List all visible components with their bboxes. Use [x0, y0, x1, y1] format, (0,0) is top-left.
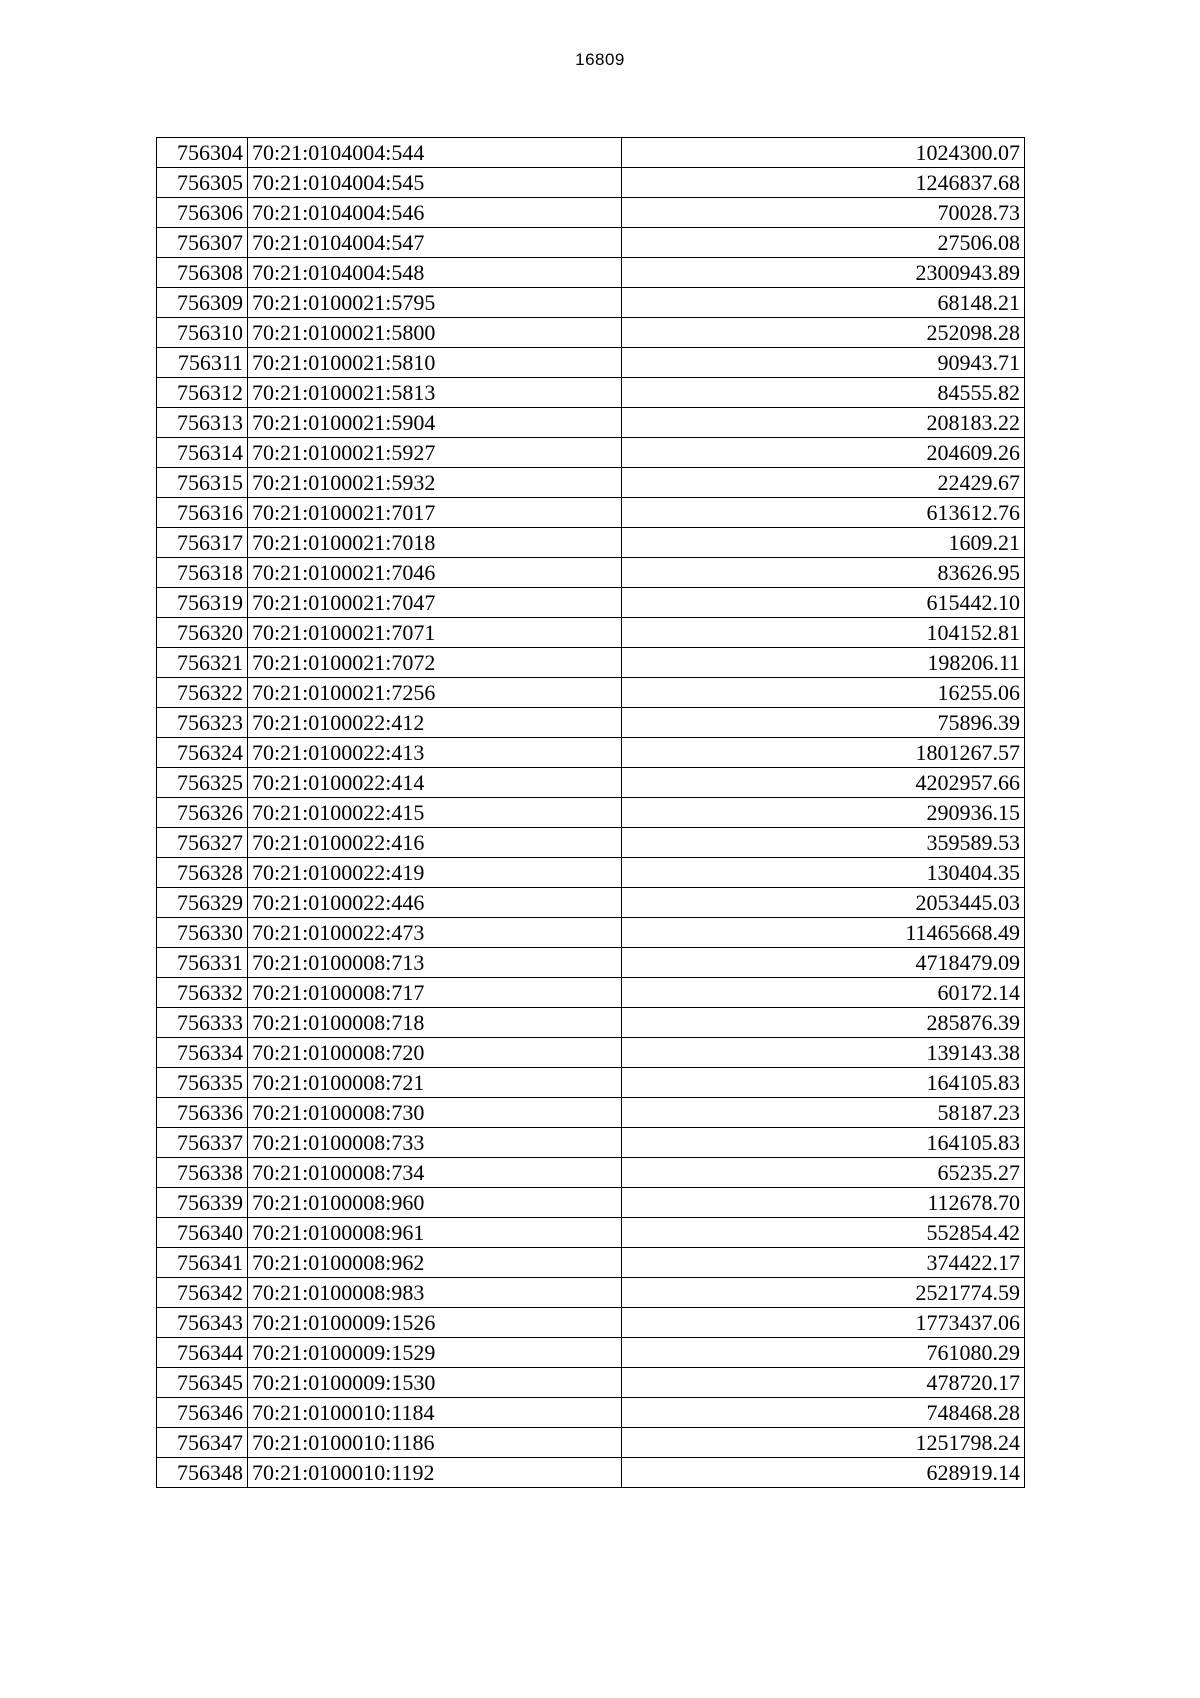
- cadastral-number: 70:21:0100021:5932: [248, 468, 622, 498]
- table-row: [157, 1338, 1025, 1368]
- cadastral-number: 70:21:0100021:7017: [248, 498, 622, 528]
- cadastral-value: 75896.39: [622, 708, 1025, 738]
- cadastral-value: 1246837.68: [622, 168, 1025, 198]
- table-row: [157, 498, 1025, 528]
- cadastral-number: 70:21:0104004:546: [248, 198, 622, 228]
- cadastral-value: 83626.95: [622, 558, 1025, 588]
- cadastral-value: 164105.83: [622, 1128, 1025, 1158]
- cadastral-value: 112678.70: [622, 1188, 1025, 1218]
- cadastral-number: 70:21:0100021:5813: [248, 378, 622, 408]
- cadastral-value: 615442.10: [622, 588, 1025, 618]
- table-row: [157, 1188, 1025, 1218]
- cadastral-value: 65235.27: [622, 1158, 1025, 1188]
- row-number: 756321: [157, 648, 248, 678]
- row-number: 756341: [157, 1248, 248, 1278]
- table-row: [157, 1248, 1025, 1278]
- row-number: 756332: [157, 978, 248, 1008]
- row-number: 756327: [157, 828, 248, 858]
- cadastral-value: 290936.15: [622, 798, 1025, 828]
- cadastral-number: 70:21:0100008:960: [248, 1188, 622, 1218]
- row-number: 756348: [157, 1458, 248, 1488]
- cadastral-number: 70:21:0100021:5795: [248, 288, 622, 318]
- cadastral-value: 628919.14: [622, 1458, 1025, 1488]
- table-row: [157, 1308, 1025, 1338]
- row-number: 756343: [157, 1308, 248, 1338]
- row-number: 756334: [157, 1038, 248, 1068]
- table-row: [157, 378, 1025, 408]
- row-number: 756312: [157, 378, 248, 408]
- cadastral-number: 70:21:0100008:720: [248, 1038, 622, 1068]
- row-number: 756308: [157, 258, 248, 288]
- cadastral-number: 70:21:0100008:733: [248, 1128, 622, 1158]
- row-number: 756330: [157, 918, 248, 948]
- cadastral-number: 70:21:0100021:7018: [248, 528, 622, 558]
- row-number: 756318: [157, 558, 248, 588]
- table-row: [157, 1128, 1025, 1158]
- cadastral-number: 70:21:0100021:5800: [248, 318, 622, 348]
- row-number: 756309: [157, 288, 248, 318]
- row-number: 756316: [157, 498, 248, 528]
- table-row: [157, 138, 1025, 168]
- table-row: [157, 1038, 1025, 1068]
- cadastral-number: 70:21:0100022:446: [248, 888, 622, 918]
- row-number: 756320: [157, 618, 248, 648]
- cadastral-value: 552854.42: [622, 1218, 1025, 1248]
- cadastral-number: 70:21:0100022:413: [248, 738, 622, 768]
- cadastral-number: 70:21:0100008:717: [248, 978, 622, 1008]
- cadastral-number: 70:21:0100021:7071: [248, 618, 622, 648]
- cadastral-number: 70:21:0100008:713: [248, 948, 622, 978]
- table-row: [157, 198, 1025, 228]
- cadastral-number: 70:21:0100021:7047: [248, 588, 622, 618]
- row-number: 756311: [157, 348, 248, 378]
- page-number: 16809: [575, 50, 625, 69]
- cadastral-value: 104152.81: [622, 618, 1025, 648]
- table-row: [157, 228, 1025, 258]
- table-row: [157, 318, 1025, 348]
- table-row: [157, 828, 1025, 858]
- row-number: 756304: [157, 138, 248, 168]
- cadastral-number: 70:21:0100008:721: [248, 1068, 622, 1098]
- cadastral-value: 204609.26: [622, 438, 1025, 468]
- cadastral-value: 2521774.59: [622, 1278, 1025, 1308]
- cadastral-value: 60172.14: [622, 978, 1025, 1008]
- cadastral-value: 16255.06: [622, 678, 1025, 708]
- row-number: 756310: [157, 318, 248, 348]
- table-row: [157, 258, 1025, 288]
- cadastral-value: 252098.28: [622, 318, 1025, 348]
- row-number: 756305: [157, 168, 248, 198]
- table-row: [157, 888, 1025, 918]
- table-row: [157, 798, 1025, 828]
- cadastral-value: 1251798.24: [622, 1428, 1025, 1458]
- row-number: 756342: [157, 1278, 248, 1308]
- cadastral-number: 70:21:0100022:419: [248, 858, 622, 888]
- cadastral-value: 22429.67: [622, 468, 1025, 498]
- cadastral-value: 4718479.09: [622, 948, 1025, 978]
- cadastral-value: 761080.29: [622, 1338, 1025, 1368]
- cadastral-number: 70:21:0104004:547: [248, 228, 622, 258]
- cadastral-value: 84555.82: [622, 378, 1025, 408]
- cadastral-value: 4202957.66: [622, 768, 1025, 798]
- table-row: [157, 438, 1025, 468]
- cadastral-value: 164105.83: [622, 1068, 1025, 1098]
- cadastral-value: 1773437.06: [622, 1308, 1025, 1338]
- cadastral-number: 70:21:0100021:5904: [248, 408, 622, 438]
- table-body: [157, 138, 1025, 1488]
- table-row: [157, 348, 1025, 378]
- cadastral-number: 70:21:0104004:548: [248, 258, 622, 288]
- cadastral-value: 27506.08: [622, 228, 1025, 258]
- row-number: 756331: [157, 948, 248, 978]
- cadastral-value: 208183.22: [622, 408, 1025, 438]
- cadastral-number: 70:21:0100021:5810: [248, 348, 622, 378]
- cadastral-number: 70:21:0100022:416: [248, 828, 622, 858]
- table-row: [157, 978, 1025, 1008]
- table-row: [157, 918, 1025, 948]
- cadastral-value-table: [156, 137, 1025, 1488]
- cadastral-value: 139143.38: [622, 1038, 1025, 1068]
- cadastral-number: 70:21:0100009:1526: [248, 1308, 622, 1338]
- table-row: [157, 1458, 1025, 1488]
- row-number: 756336: [157, 1098, 248, 1128]
- cadastral-number: 70:21:0100022:412: [248, 708, 622, 738]
- table-row: [157, 468, 1025, 498]
- row-number: 756306: [157, 198, 248, 228]
- cadastral-number: 70:21:0100008:961: [248, 1218, 622, 1248]
- table-row: [157, 618, 1025, 648]
- table-row: [157, 288, 1025, 318]
- row-number: 756314: [157, 438, 248, 468]
- cadastral-number: 70:21:0104004:544: [248, 138, 622, 168]
- row-number: 756315: [157, 468, 248, 498]
- cadastral-number: 70:21:0100021:7072: [248, 648, 622, 678]
- cadastral-value: 478720.17: [622, 1368, 1025, 1398]
- table-row: [157, 1158, 1025, 1188]
- row-number: 756324: [157, 738, 248, 768]
- cadastral-number: 70:21:0100022:415: [248, 798, 622, 828]
- cadastral-number: 70:21:0100008:962: [248, 1248, 622, 1278]
- row-number: 756329: [157, 888, 248, 918]
- table-row: [157, 858, 1025, 888]
- row-number: 756344: [157, 1338, 248, 1368]
- row-number: 756322: [157, 678, 248, 708]
- row-number: 756339: [157, 1188, 248, 1218]
- table-row: [157, 408, 1025, 438]
- cadastral-value: 359589.53: [622, 828, 1025, 858]
- table-row: [157, 168, 1025, 198]
- row-number: 756346: [157, 1398, 248, 1428]
- table-row: [157, 1218, 1025, 1248]
- cadastral-value: 2300943.89: [622, 258, 1025, 288]
- cadastral-value: 130404.35: [622, 858, 1025, 888]
- table-row: [157, 528, 1025, 558]
- row-number: 756337: [157, 1128, 248, 1158]
- row-number: 756328: [157, 858, 248, 888]
- row-number: 756333: [157, 1008, 248, 1038]
- cadastral-value: 613612.76: [622, 498, 1025, 528]
- table-row: [157, 1368, 1025, 1398]
- table-row: [157, 1398, 1025, 1428]
- table-row: [157, 678, 1025, 708]
- cadastral-number: 70:21:0104004:545: [248, 168, 622, 198]
- cadastral-value: 2053445.03: [622, 888, 1025, 918]
- table-row: [157, 1098, 1025, 1128]
- cadastral-value: 285876.39: [622, 1008, 1025, 1038]
- table-row: [157, 558, 1025, 588]
- row-number: 756338: [157, 1158, 248, 1188]
- table-row: [157, 1068, 1025, 1098]
- table-row: [157, 708, 1025, 738]
- row-number: 756323: [157, 708, 248, 738]
- cadastral-number: 70:21:0100021:7256: [248, 678, 622, 708]
- cadastral-number: 70:21:0100021:5927: [248, 438, 622, 468]
- cadastral-value: 70028.73: [622, 198, 1025, 228]
- row-number: 756340: [157, 1218, 248, 1248]
- cadastral-number: 70:21:0100010:1192: [248, 1458, 622, 1488]
- cadastral-value: 68148.21: [622, 288, 1025, 318]
- cadastral-value: 374422.17: [622, 1248, 1025, 1278]
- cadastral-value: 198206.11: [622, 648, 1025, 678]
- table-row: [157, 1428, 1025, 1458]
- row-number: 756345: [157, 1368, 248, 1398]
- cadastral-number: 70:21:0100008:983: [248, 1278, 622, 1308]
- table-row: [157, 738, 1025, 768]
- cadastral-value: 1609.21: [622, 528, 1025, 558]
- cadastral-number: 70:21:0100022:414: [248, 768, 622, 798]
- cadastral-number: 70:21:0100008:730: [248, 1098, 622, 1128]
- cadastral-value: 748468.28: [622, 1398, 1025, 1428]
- table-row: [157, 648, 1025, 678]
- row-number: 756313: [157, 408, 248, 438]
- cadastral-value: 58187.23: [622, 1098, 1025, 1128]
- cadastral-number: 70:21:0100009:1530: [248, 1368, 622, 1398]
- cadastral-number: 70:21:0100008:734: [248, 1158, 622, 1188]
- table-row: [157, 948, 1025, 978]
- row-number: 756319: [157, 588, 248, 618]
- row-number: 756307: [157, 228, 248, 258]
- cadastral-number: 70:21:0100008:718: [248, 1008, 622, 1038]
- table-row: [157, 1008, 1025, 1038]
- cadastral-number: 70:21:0100009:1529: [248, 1338, 622, 1368]
- cadastral-value: 11465668.49: [622, 918, 1025, 948]
- cadastral-number: 70:21:0100022:473: [248, 918, 622, 948]
- cadastral-value: 90943.71: [622, 348, 1025, 378]
- cadastral-number: 70:21:0100010:1184: [248, 1398, 622, 1428]
- cadastral-number: 70:21:0100021:7046: [248, 558, 622, 588]
- table-row: [157, 768, 1025, 798]
- row-number: 756335: [157, 1068, 248, 1098]
- table-row: [157, 1278, 1025, 1308]
- cadastral-value: 1801267.57: [622, 738, 1025, 768]
- row-number: 756326: [157, 798, 248, 828]
- row-number: 756317: [157, 528, 248, 558]
- cadastral-value: 1024300.07: [622, 138, 1025, 168]
- row-number: 756325: [157, 768, 248, 798]
- row-number: 756347: [157, 1428, 248, 1458]
- table-row: [157, 588, 1025, 618]
- cadastral-number: 70:21:0100010:1186: [248, 1428, 622, 1458]
